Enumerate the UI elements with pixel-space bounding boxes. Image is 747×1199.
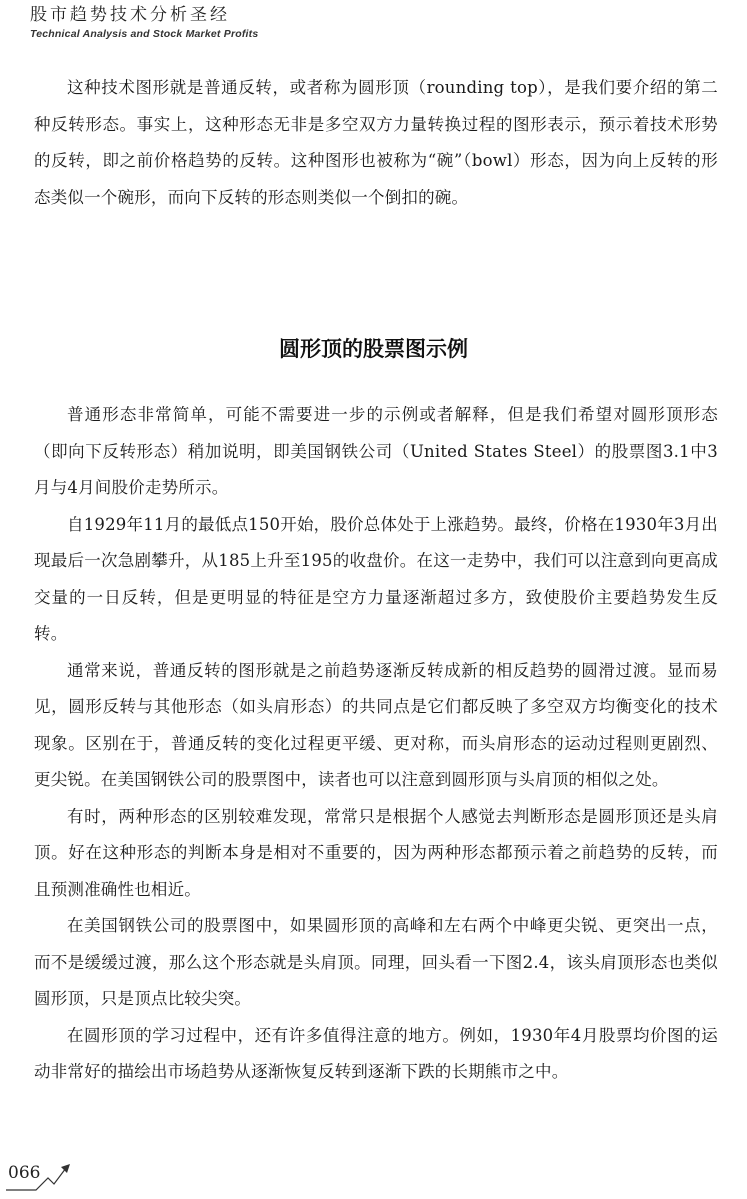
book-title-chinese: 股市趋势技术分析圣经 — [30, 5, 230, 25]
intro-paragraph: 这种技术图形就是普通反转，或者称为圆形顶（rounding top），是我们要介绍的第二种反转形态。事实上，这种形态无非是多空双方力量转换过程的图形表示，预示着技术形势的反转，即之前价格趋势的反转。这种图形也被称为“碗”（bowl）形态，因为向上反转的形态类似一个碗形，而向下反转的形态则类似一个倒扣的碗。 — [34, 78, 718, 207]
body-paragraph-2: 自1929年11月的最低点150开始，股价总体处于上涨趋势。最终，价格在1930年3月出现最后一次急剧攀升，从185上升至195的收盘价。在这一走势中，我们可以注意到向更高成交量的一日反转，但是更明显的特征是空方力量逐渐超过多方，致使股价主要趋势发生反转。 — [34, 514, 718, 643]
body-paragraph-4: 有时，两种形态的区别较难发现，常常只是根据个人感觉去判断形态是圆形顶还是头肩顶。好在这种形态的判断本身是相对不重要的，因为两种形态都预示着之前趋势的反转，而且预测准确性也相近。 — [34, 806, 718, 899]
running-header — [30, 4, 330, 41]
body-paragraph-3: 通常来说，普通反转的图形就是之前趋势逐渐反转成新的相反趋势的圆滑过渡。显而易见，圆形反转与其他形态（如头肩形态）的共同点是它们都反映了多空双方均衡变化的技术现象。区别在于，普通反转的变化过程更平缓、更对称，而头肩形态的运动过程则更剧烈、更尖锐。在美国钢铁公司的股票图中，读者也可以注意到圆形顶与头肩顶的相似之处。 — [34, 660, 718, 789]
section-body — [34, 397, 718, 1091]
body-paragraph-6: 在圆形顶的学习过程中，还有许多值得注意的地方。例如，1930年4月股票均价图的运动非常好的描绘出市场趋势从逐渐恢复反转到逐渐下跌的长期熊市之中。 — [34, 1025, 718, 1081]
page-number: 066 — [8, 1163, 41, 1183]
intro-section — [34, 70, 718, 216]
book-title-english: Technical Analysis and Stock Market Profits — [30, 28, 259, 40]
body-paragraph-5: 在美国钢铁公司的股票图中，如果圆形顶的高峰和左右两个中峰更尖锐、更突出一点，而不是缓缓过渡，那么这个形态就是头肩顶。同理，回头看一下图2.4，该头肩顶形态也类似圆形顶，只是顶点比较尖突。 — [34, 916, 718, 1008]
body-paragraph-1: 普通形态非常简单，可能不需要进一步的示例或者解释，但是我们希望对圆形顶形态（即向下反转形态）稍加说明，即美国钢铁公司（United States Steel）的股票图3.1中3月与4月间股价走势所示。 — [34, 405, 718, 497]
section-heading: 圆形顶的股票图示例 — [279, 337, 468, 361]
page-footer — [6, 1158, 86, 1194]
